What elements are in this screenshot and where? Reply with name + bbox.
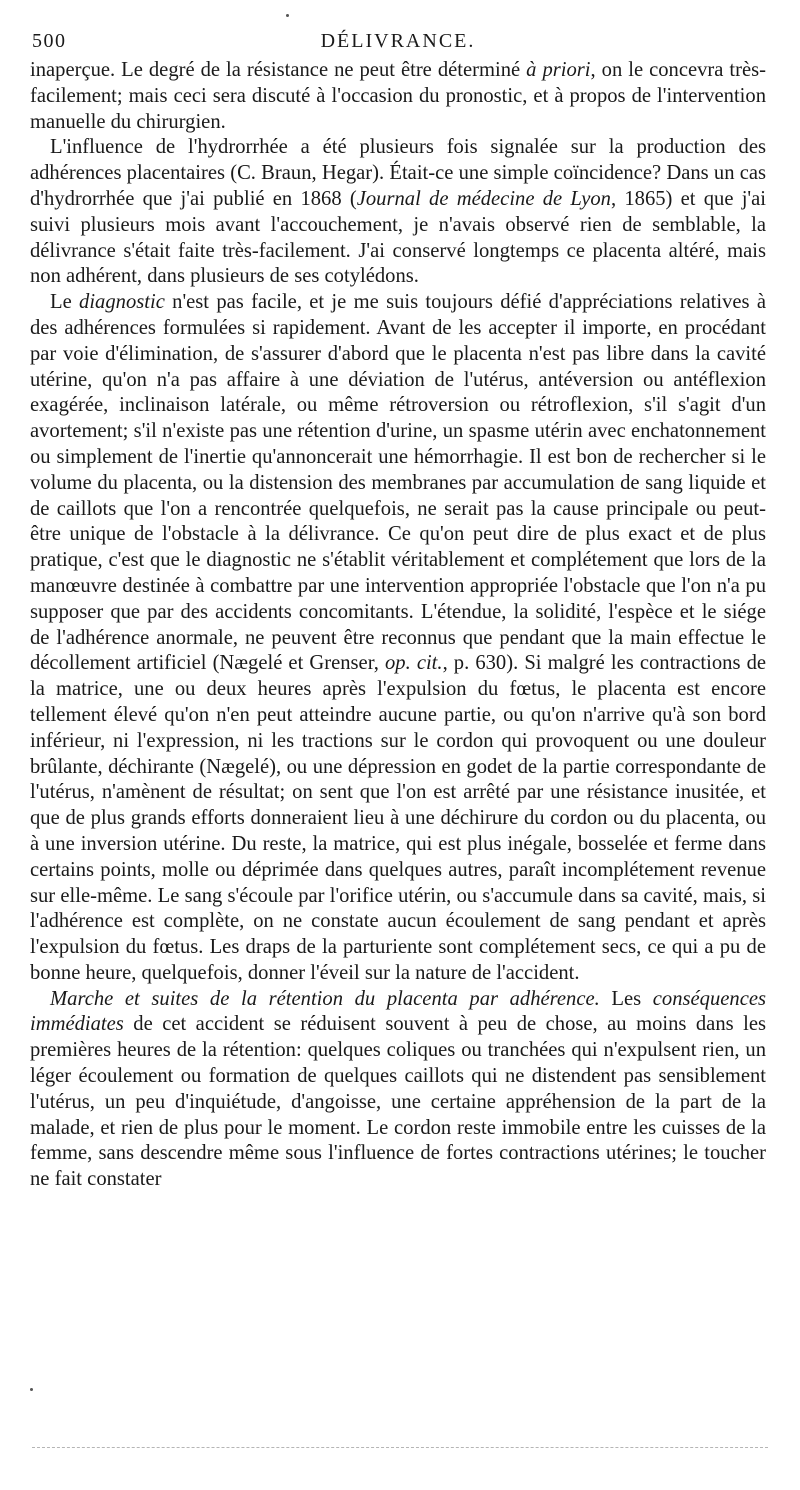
paragraph-3-text: Le bbox=[50, 291, 80, 314]
body-text bbox=[30, 58, 766, 1193]
paragraph-4-text-b: de cet accident se réduisent souvent à peu de chose, au moins dans les premières heures de la rétention: quelques coliques ou tranchées qui n'expulsent rien, un léger écoulement ou formation de quelques caillots qui ne distendent pas sensiblement l'utérus, un peu d'inquiétude, d'angoisse, une certaine appréhension de la part de la malade, et rien de plus pour le moment. Le cordon reste immobile entre les cuisses de la femme, sans descendre même sous l'influence de fortes contractions utérines; le toucher ne fait constater bbox=[30, 1013, 766, 1191]
paragraph-3-text-b: n'est pas facile, et je me suis toujours défié d'appréciations relatives à des adhérences formulées si rapidement. Avant de les accepter il importe, en procédant par voie d'élimination, de s'assurer d'abord que le placenta n'est pas libre dans la cavité utérine, qu'on n'a pas affaire à une déviation de l'utérus, antéversion ou antéflexion exagérée, inclinaison latérale, ou même rétroversion ou rétroflexion, s'il s'agit d'un avortement; s'il n'existe pas une rétention d'urine, un spasme utérin avec enchatonnement ou simplement de l'inertie qu'annoncerait une hémorrhagie. Il est bon de rechercher si le volume du placenta, ou la distension des membranes par accumulation de sang liquide et de caillots que l'on a rencontrée quelquefois, ne serait pas la cause principale ou peut-être unique de l'obstacle à la délivrance. Ce qu'on peut dire de plus exact et de plus pratique, c'est que le diagnostic ne s'établit véritablement et complétement que lors de la manœuvre destinée à combattre par une intervention appropriée l'obstacle que l'on n'a pu supposer que par des accidents concomitants. L'étendue, la solidité, l'espèce et le siége de l'adhérence anormale, ne peuvent être reconnus que pendant que la main effectue le décollement artificiel (Nægelé et Grenser, bbox=[30, 291, 766, 675]
faded-footer-line bbox=[32, 1447, 768, 1448]
book-page bbox=[30, 28, 766, 1193]
paragraph-1-text: inaperçue. Le degré de la résistance ne peut être déterminé bbox=[30, 59, 527, 81]
paragraph-2-text: L'influence de l'hydrorrhée a été plusieurs fois signalée sur la production des adhérences placentaires (C. Braun, Hegar). Était-ce une simple coïncidence? Dans un cas d'hydrorrhée que j'ai publié en 1868 ( bbox=[30, 136, 766, 210]
paragraph-1 bbox=[30, 58, 766, 135]
paragraph-2-italic: Journal de médecine de Lyon bbox=[356, 187, 611, 210]
paragraph-1-text-b: , on le concevra très-facilement; mais ceci sera discuté à l'occasion du pronostic, et à propos de l'intervention manuelle du chirurgien. bbox=[30, 59, 766, 133]
print-speck bbox=[30, 1388, 33, 1391]
running-head bbox=[30, 28, 766, 58]
paragraph-3 bbox=[30, 290, 766, 987]
print-speck bbox=[286, 14, 289, 17]
paragraph-4-italic-b: conséquences immédiates bbox=[30, 987, 766, 1036]
paragraph-2-text-b: , 1865) et que j'ai suivi plusieurs mois avant l'accouchement, je n'avais observé rien de semblable, la délivrance s'était faite très-facilement. J'ai conservé longtemps ce placenta altéré, mais non adhérent, dans plusieurs de ses cotylédons. bbox=[30, 187, 766, 288]
paragraph-3-italic-b: op. cit. bbox=[384, 652, 443, 675]
page-number: 500 bbox=[32, 30, 67, 52]
running-title: DÉLIVRANCE. bbox=[320, 30, 476, 52]
paragraph-1-italic: à priori bbox=[526, 59, 591, 81]
paragraph-4-italic: Marche et suites de la rétention du placenta par adhérence. bbox=[50, 987, 600, 1010]
paragraph-4-text: Les bbox=[599, 987, 653, 1010]
paragraph-3-text-c: , p. 630). Si malgré les contractions de la matrice, une ou deux heures après l'expulsion du fœtus, le placenta est encore tellement élevé qu'on n'en peut atteindre aucune partie, ou qu'on n'arrive qu'à son bord inférieur, ni l'expression, ni les tractions sur le cordon qui provoquent ou une douleur brûlante, déchirante (Nægelé), ou une dépression en godet de la partie correspondante de l'utérus, n'amènent de résultat; on sent que l'on est arrêté par une résistance inusitée, et que de plus grands efforts donneraient lieu à une déchirure du cordon ou du placenta, ou à une inversion utérine. Du reste, la matrice, qui est plus inégale, bosselée et ferme dans certains points, molle ou déprimée dans quelques autres, paraît incomplétement revenue sur elle-même. Le sang s'écoule par l'orifice utérin, ou s'accumule dans sa cavité, mais, si l'adhérence est complète, on ne constate aucun écoulement de sang pendant et après l'expulsion du fœtus. Les draps de la parturiente sont complétement secs, ce qui a pu de bonne heure, quelquefois, donner l'éveil sur la nature de l'accident. bbox=[30, 652, 767, 984]
paragraph-4 bbox=[30, 987, 766, 1193]
paragraph-2 bbox=[30, 135, 766, 290]
paragraph-3-italic: diagnostic bbox=[79, 291, 165, 314]
